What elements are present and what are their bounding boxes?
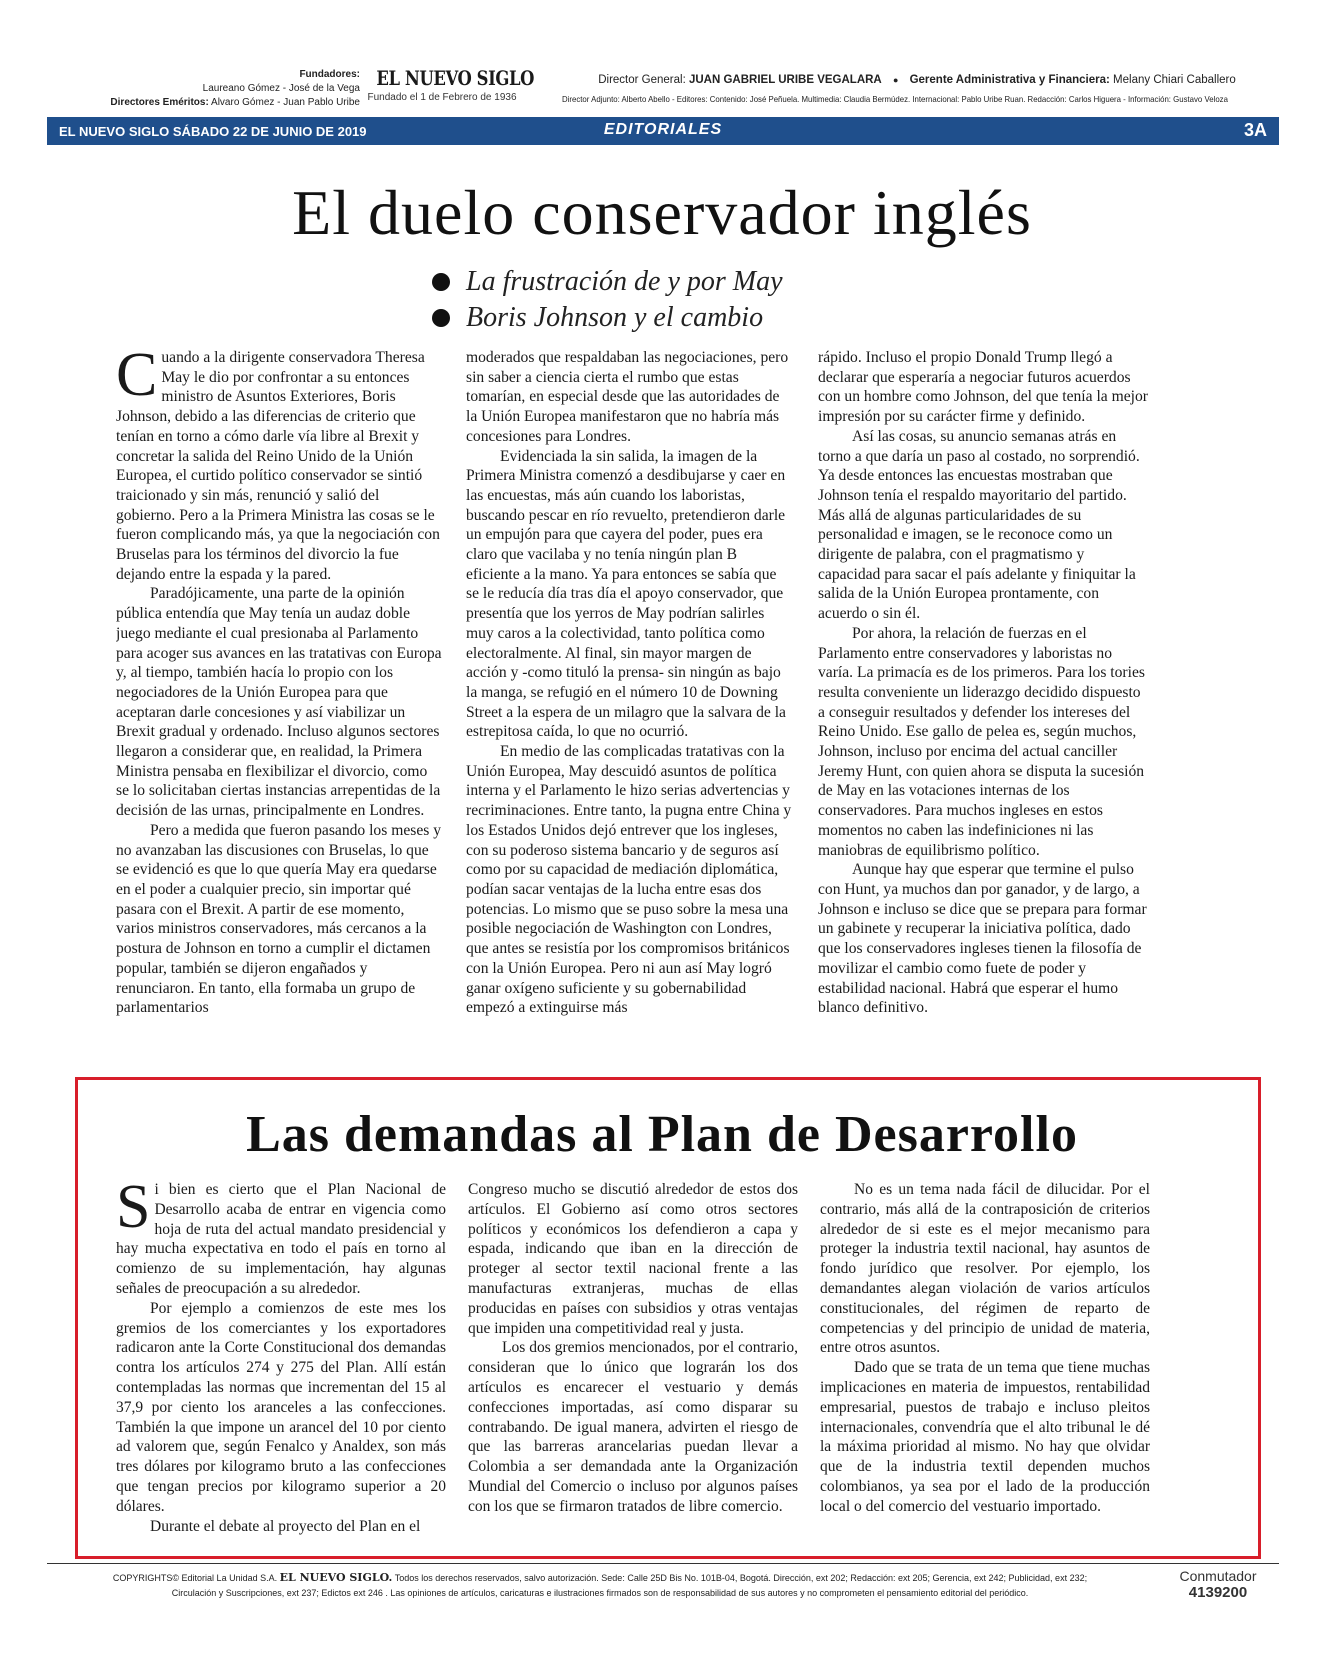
- emeritus-names: Alvaro Gómez - Juan Pablo Uribe: [211, 97, 360, 108]
- footer-rule: [47, 1563, 1279, 1564]
- footer-line2: Circulación y Suscripciones, ext 237; Edictos ext 246 . Las opiniones de artículos, caricaturas e ilustraciones firmados son de responsabilidad de sus autores y no comprometen el pensamiento editorial del periódico.: [171, 1588, 1029, 1598]
- paragraph: moderados que respaldaban las negociaciones, pero sin saber a ciencia cierta el rumbo que estas tomarían, en especial desde que las autoridades de la Unión Europea manifestaron que no habría más concesiones para Londres.: [466, 349, 789, 445]
- director-label: Director General:: [598, 74, 686, 86]
- manager-name: Melany Chiari Caballero: [1113, 74, 1236, 86]
- paragraph: Pero a medida que fueron pasando los meses y no avanzaban las discusiones con Bruselas, lo que se evidenció es que lo que quería May era quedarse en el poder a cualquier precio, sin importar qué pasara con el Brexit. A partir de ese momento, varios ministros conservadores, más cercanos a la postura de Johnson en torno a cumplir el dictamen popular, también se dijeron engañados y renunciaron. En tanto, ella formaba un grupo de parlamentarios: [116, 821, 442, 1017]
- article2-column-3: [820, 1180, 1150, 1536]
- page-number: 3A: [1243, 120, 1267, 140]
- paragraph: Dado que se trata de un tema que tiene muchas implicaciones en materia de impuestos, rentabilidad empresarial, puestos de trabajo e incluso pleitos internacionales, convendría que el alto tribunal le dé la máxima prioridad al mismo. No hay que olvidar que de la industria textil dependen muchos colombianos, ya sea por el lado de la producción local o del comercio del vestuario importado.: [820, 1359, 1150, 1515]
- masthead-staff: [562, 74, 1282, 104]
- article2-body: [116, 1180, 1150, 1536]
- drop-cap: S: [116, 1180, 151, 1241]
- drop-cap: C: [116, 348, 158, 409]
- staff-line: Director Adjunto: Alberto Abello - Editores: Contenido: José Peñuela. Multimedia: Claudia Bermúdez. Internacional: Pablo Uribe Ruan. Redacción: Carlos Higuera - Información: Gustavo Veloza: [562, 94, 1228, 104]
- switchboard-label: Conmutador: [1179, 1568, 1257, 1584]
- separator-dot-icon: ●: [892, 75, 899, 85]
- paragraph: Congreso mucho se discutió alrededor de estos dos artículos. El Gobierno así como otros sectores políticos y económicos los defendieron a capa y espada, indicando que iban en la dirección de proteger al sector textil nacional frente a las manufacturas extranjeras, muchas de ellas producidas en países con subsidios y otras ventajas que impiden una competitividad real y justa.: [468, 1181, 798, 1337]
- article1-column-2: [466, 348, 792, 1052]
- article1-body: [116, 348, 1148, 1052]
- bullet-text: Boris Johnson y el cambio: [466, 302, 764, 333]
- article1-bullets: [432, 264, 783, 336]
- bullet-item: [432, 300, 783, 336]
- paragraph: Evidenciada la sin salida, la imagen de la Primera Ministra comenzó a desdibujarse y caer en las encuestas, más aún cuando los laboristas, buscando pescar en río revuelto, pretendieron darle un empujón para que cayera del poder, pues era claro que vacilaba y no tenía ningún plan B eficiente a la mano. Ya para entonces se sabía que se le reducía día tras día el apoyo conservador, que presentía que los yerros de May podrían salirles muy caros a la colectividad, tanto política como electoralmente. Al final, sin mayor margen de acción y -como tituló la prensa- sin ningún as bajo la manga, se refugió en el número 10 de Downing Street a la espera de un milagro que la salvara de la estrepitosa caída, lo que no ocurrió.: [466, 447, 786, 741]
- switchboard: [1168, 1568, 1268, 1601]
- founded-date: Fundado el 1 de Febrero de 1936: [367, 92, 517, 103]
- paragraph: En medio de las complicadas tratativas con la Unión Europea, May descuidó asuntos de política interna y el Parlamento le hizo serias advertencias y recriminaciones. Entre tanto, la pugna entre China y los Estados Unidos dejó entrever que los ingleses, con su poderoso sistema bancario y de seguros así como por su capacidad de mediación diplomática, podían sacar ventajas de la lucha entre esas dos potencias. Lo mismo que se puso sobre la mesa una posible negociación de Washington con Londres, que antes se resistía por los compromisos británicos con la Unión Europea. Pero ni aun así May logró ganar oxígeno suficiente y su gobernabilidad empezó a extinguirse más: [466, 743, 792, 1017]
- copyright: COPYRIGHTS© Editorial La Unidad S.A.: [112, 1573, 278, 1583]
- founders-names: Laureano Gómez - José de la Vega: [202, 83, 360, 94]
- director-name: JUAN GABRIEL URIBE VEGALARA: [688, 74, 882, 86]
- article2-title: Las demandas al Plan de Desarrollo: [246, 1106, 1078, 1163]
- paragraph: [116, 1180, 446, 1299]
- emeritus-label: Directores Eméritos:: [110, 97, 209, 108]
- paragraph: Así las cosas, su anuncio semanas atrás en torno a que daría un paso al costado, no sorprendió. Ya desde entonces las encuestas mostraban que Johnson tenía el respaldo mayoritario del partido. Más allá de algunas particularidades de su personalidad e imagen, se le reconoce como un dirigente de palabra, con el pragmatismo y capacidad para sacar el país adelante y finiquitar la salida de la Unión Europea prontamente, con acuerdo o sin él.: [818, 427, 1140, 623]
- footer-credits: [60, 1570, 1140, 1601]
- paragraph: Por ahora, la relación de fuerzas en el Parlamento entre conservadores y laboristas no varía. La primacía es de los primeros. Para los tories resulta conveniente un liderazgo decidido dispuesto a conseguir resultados y defender los intereses del Reino Unido. Ese gallo de pelea es, según muchos, Johnson, incluso por encima del actual canciller Jeremy Hunt, con quien ahora se disputa la sucesión de May en las votaciones internas de los conservadores. Para muchos ingleses en estos momentos no caben las indefiniciones ni las maniobras de equilibrismo político.: [818, 624, 1145, 859]
- paragraph: Durante el debate al proyecto del Plan en el: [150, 1517, 421, 1535]
- footer-brand: EL NUEVO SIGLO.: [279, 1571, 393, 1584]
- bullet-icon: [432, 309, 450, 327]
- paragraph: No es un tema nada fácil de dilucidar. Por el contrario, más allá de la contraposición de criterios alrededor de si este es el mejor mecanismo para proteger la industria textil nacional, hay asuntos de fondo jurídico que resolver. Por ejemplo, los demandantes alegan violación de varios artículos constitucionales, del régimen de reparto de competencias y del principio de unidad de materia, entre otros asuntos.: [820, 1181, 1150, 1357]
- article1-column-3: [818, 348, 1148, 1052]
- paragraph: Por ejemplo a comienzos de este mes los gremios de los comerciantes y los exportadores radicaron ante la Corte Constitucional dos demandas contra los artículos 274 y 275 del Plan. Allí están contempladas las normas que incrementan del 15 al 37,9 por ciento los aranceles a las confecciones. También la que impone un arancel del 10 por ciento ad valorem que, según Fenalco y Analdex, son más tres dólares por kilogramo bruto a las confecciones que tengan precios por kilogramo superior a 20 dólares.: [116, 1299, 446, 1515]
- paragraph: Aunque hay que esperar que termine el pulso con Hunt, ya muchos dan por ganador, y de largo, a Johnson e incluso se dice que se prepara para formar un gabinete y recuperar la iniciativa política, dado que los conservadores ingleses tienen la filosofía de movilizar el cambio como fuete de poder y estabilidad nacional. Habrá que esperar el humo blanco definitivo.: [818, 861, 1147, 1017]
- date-line: EL NUEVO SIGLO SÁBADO 22 DE JUNIO DE 2019: [59, 124, 367, 139]
- bullet-icon: [432, 273, 450, 291]
- paragraph: Paradójicamente, una parte de la opinión pública entendía que May tenía un audaz doble juego mediante el cual presionaba al Parlamento para acoger sus avances en las tratativas con Europa y, al tiempo, también hacía lo propio con los negociadores de la Unión Europea para que aceptaran darle concesiones y así viabilizar un Brexit gradual y ordenado. Incluso algunos sectores llegaron a considerar que, en realidad, la Primera Ministra pensaba en flexibilizar el divorcio, como se lo solicitaban ciertas instancias arrepentidas de la decisión de las urnas, principalmente en Londres.: [116, 585, 442, 820]
- section-bar: [47, 117, 1279, 145]
- paragraph: [116, 348, 442, 584]
- section-name: EDITORIALES: [603, 121, 723, 138]
- article2-column-2: [468, 1180, 798, 1536]
- founders-label: Fundadores:: [299, 69, 360, 80]
- article1-title: El duelo conservador inglés: [292, 177, 1032, 248]
- footer-line1: Todos los derechos reservados, salvo autorización. Sede: Calle 25D Bis No. 101B-04, Bogotá. Dirección, ext 202; Redacción: ext 205; Gerencia, ext 242; Publicidad, ext 232;: [394, 1573, 1088, 1583]
- masthead-logo-block: [362, 66, 534, 103]
- switchboard-number: 4139200: [1188, 1584, 1248, 1601]
- article2-column-1: [116, 1180, 446, 1536]
- bullet-text: La frustración de y por May: [466, 266, 783, 297]
- manager-label: Gerente Administrativa y Financiera:: [909, 74, 1110, 86]
- bullet-item: [432, 264, 783, 300]
- paragraph: rápido. Incluso el propio Donald Trump llegó a declarar que esperaría a negociar futuros acuerdos con un hombre como Johnson, del que tenía la mejor impresión por su carácter firme y definido.: [818, 349, 1148, 426]
- paragraph-text: uando a la dirigente conservadora Theresa May le dio por confrontar a su entonces ministro de Asuntos Exteriores, Boris Johnson, debido a las diferencias de criterio que tenían en torno a cómo darle vía libre al Brexit y concretar la salida del Reino Unido de la Unión Europea, el curtido político conservador se sintió traicionado y sin más, renunció y salió del gobierno. Pero a la Primera Ministra las cosas se le fueron complicando más, ya que la negociación con Bruselas para los términos del divorcio la fue dejando entre la espada y la pared.: [116, 349, 440, 583]
- paragraph-text: i bien es cierto que el Plan Nacional de Desarrollo acaba de entrar en vigencia como hoja de ruta del actual mandato presidencial y hay mucha expectativa en todo el país en torno al comienzo de su implementación, hay algunas señales de preocupación a su alrededor.: [116, 1181, 446, 1297]
- paragraph: Los dos gremios mencionados, por el contrario, consideran que lo único que lograrán los dos artículos es encarecer el vestuario y demás confecciones importadas, así como disparar su contrabando. De igual manera, advirten el riesgo de que las barreras arancelarias puedan llevar a Colombia a ser demandada ante la Organización Mundial del Comercio o incluso por algunos países con los que se firmaron tratados de libre comercio.: [468, 1339, 798, 1515]
- article1-column-1: [116, 348, 442, 1052]
- masthead-founders: [60, 68, 360, 110]
- newspaper-logo: EL NUEVO SIGLO: [376, 66, 534, 90]
